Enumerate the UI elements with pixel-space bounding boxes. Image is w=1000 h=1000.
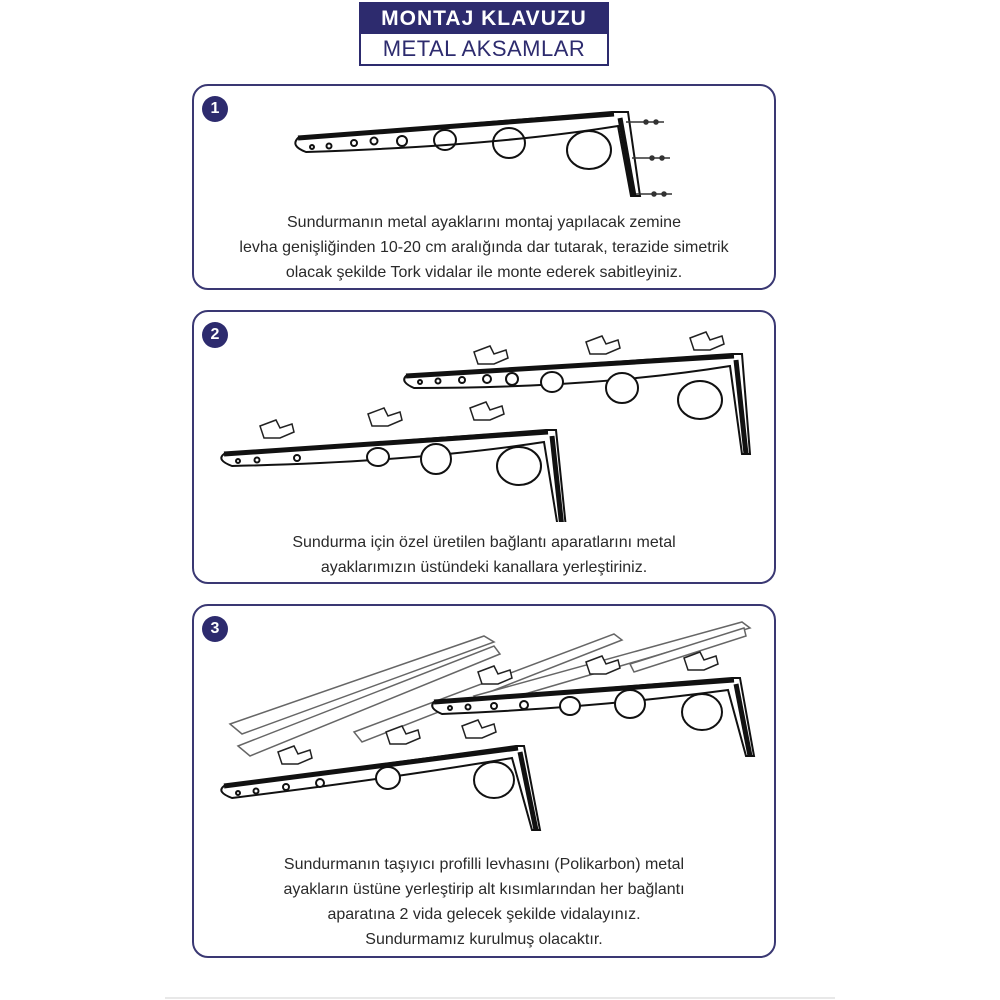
step-3-line-3: aparatına 2 vida gelecek şekilde vidalayınız. bbox=[327, 906, 641, 923]
step-1-badge: 1 bbox=[202, 96, 228, 122]
step-1-bracket-illustration bbox=[194, 86, 774, 206]
step-3-panel bbox=[192, 604, 776, 958]
step-3-line-4: Sundurmamız kurulmuş olacaktır. bbox=[365, 931, 603, 948]
step-1-line-3: olacak şekilde Tork vidalar ile monte ederek sabitleyiniz. bbox=[285, 264, 683, 281]
step-1-line-1: Sundurmanın metal ayaklarını montaj yapılacak zemine bbox=[287, 214, 681, 231]
step-2-bracket-illustration bbox=[194, 312, 774, 522]
step-3-assembly-illustration bbox=[194, 606, 774, 836]
step-3-line-2: ayakların üstüne yerleştirip alt kısımlarından her bağlantı bbox=[283, 881, 685, 898]
step-2-line-1: Sundurma için özel üretilen bağlantı aparatlarını metal bbox=[292, 534, 676, 551]
step-2-panel bbox=[192, 310, 776, 584]
guide-subtitle: METAL AKSAMLAR bbox=[382, 36, 586, 61]
step-3-line-1: Sundurmanın taşıyıcı profilli levhasını (Polikarbon) metal bbox=[283, 856, 685, 873]
step-1-line-2: levha genişliğinden 10-20 cm aralığında dar tutarak, terazide simetrik bbox=[239, 239, 729, 256]
step-2-caption bbox=[204, 530, 764, 580]
guide-title: MONTAJ KLAVUZU bbox=[361, 4, 607, 34]
guide-header bbox=[359, 2, 609, 66]
step-2-line-2: ayaklarımızın üstündeki kanallara yerleştiriniz. bbox=[320, 559, 648, 576]
footer-divider bbox=[165, 997, 835, 999]
step-1-panel bbox=[192, 84, 776, 290]
step-1-caption bbox=[204, 210, 764, 285]
step-3-badge: 3 bbox=[202, 616, 228, 642]
step-3-caption bbox=[204, 852, 764, 952]
step-2-badge: 2 bbox=[202, 322, 228, 348]
